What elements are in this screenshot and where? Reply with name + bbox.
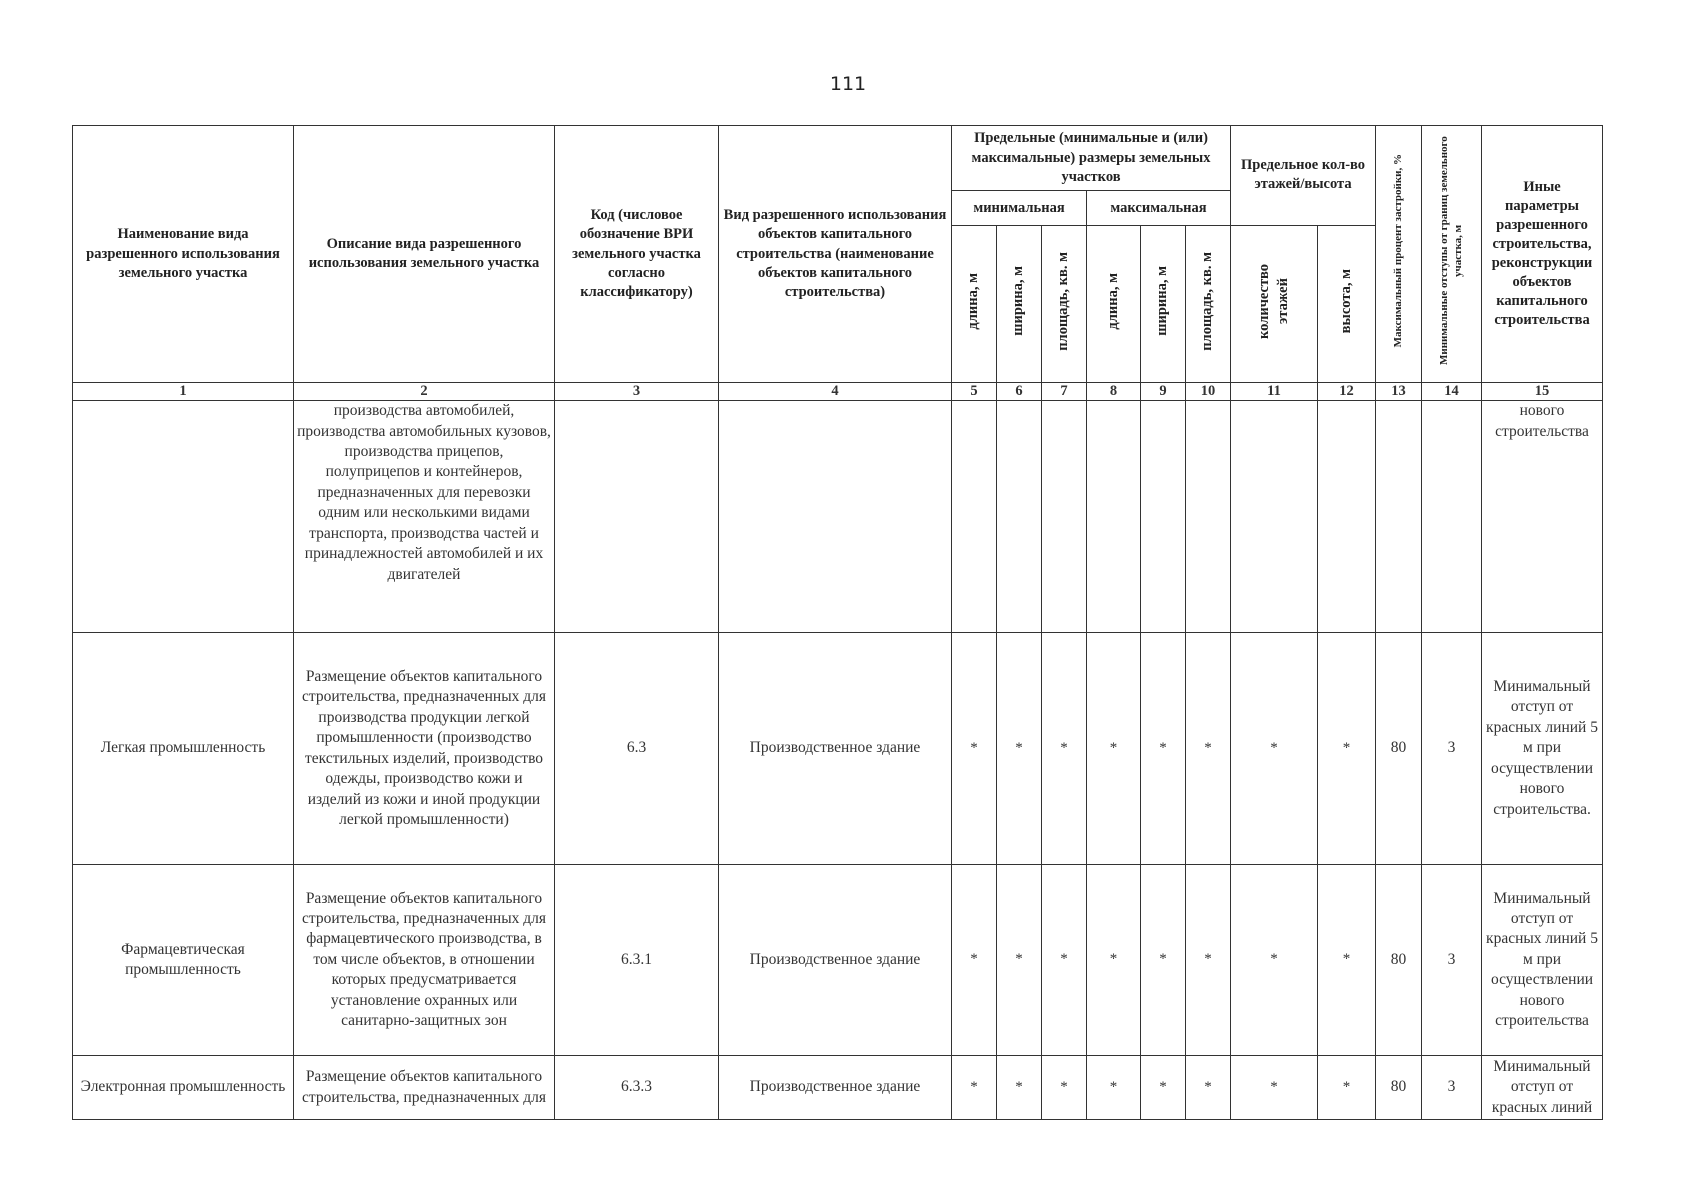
column-number: 8 [1087, 383, 1141, 401]
land-use-description: Размещение объектов капитального строительства, предназначенных для производства продукции легкой промышленности (производство текстильных изделий, производство одежды, производство кожи и изделий из кожи и иной продукции легкой промышленности) [294, 633, 555, 865]
max-area: * [1186, 1056, 1231, 1120]
height: * [1318, 1056, 1376, 1120]
min-length [952, 401, 997, 633]
column-number: 11 [1231, 383, 1318, 401]
column-number: 3 [555, 383, 719, 401]
land-use-name: Фармацевтическая промышленность [73, 865, 294, 1056]
max-building-percent: 80 [1376, 633, 1422, 865]
floors-count: * [1231, 1056, 1318, 1120]
min-width: * [997, 865, 1042, 1056]
table-row [73, 401, 1603, 633]
code [555, 401, 719, 633]
header-height: высота, м [1318, 225, 1376, 382]
max-width: * [1141, 865, 1186, 1056]
floors-count: * [1231, 633, 1318, 865]
max-building-percent: 80 [1376, 1056, 1422, 1120]
header-other-parameters: Иные параметры разрешенного строительства, реконструкции объектов капитального строительства [1482, 126, 1603, 383]
min-area: * [1042, 1056, 1087, 1120]
max-area [1186, 401, 1231, 633]
max-building-percent [1376, 401, 1422, 633]
column-number: 5 [952, 383, 997, 401]
max-building-percent: 80 [1376, 865, 1422, 1056]
land-use-description: Размещение объектов капитального строительства, предназначенных для фармацевтического производства, в том числе объектов, в отношении которых предусматривается установление охранных или санитарно-защитных зон [294, 865, 555, 1056]
land-use-name [73, 401, 294, 633]
table-row [73, 1056, 1603, 1120]
min-width: * [997, 1056, 1042, 1120]
max-area: * [1186, 633, 1231, 865]
header-land-use-name: Наименование вида разрешенного использования земельного участка [73, 126, 294, 383]
other-parameters: Минимальный отступ от красных линий [1482, 1056, 1603, 1120]
min-length: * [952, 1056, 997, 1120]
table-row [73, 633, 1603, 865]
header-floors-count: количество этажей [1231, 225, 1318, 382]
header-max-area: площадь, кв. м [1186, 225, 1231, 382]
header-plot-size-limits: Предельные (минимальные и (или) максимальные) размеры земельных участков [952, 126, 1231, 191]
min-area: * [1042, 633, 1087, 865]
land-use-description: производства автомобилей, производства автомобильных кузовов, производства прицепов, полуприцепов и контейнеров, предназначенных для перевозки одним или несколькими видами транспорта, производства частей и принадлежностей автомобилей и их двигателей [294, 401, 555, 633]
column-number: 2 [294, 383, 555, 401]
page-number: 111 [829, 73, 867, 95]
building-use: Производственное здание [719, 865, 952, 1056]
column-number: 13 [1376, 383, 1422, 401]
max-width: * [1141, 633, 1186, 865]
other-parameters: Минимальный отступ от красных линий 5 м при осуществлении нового строительства [1482, 865, 1603, 1056]
min-setback [1422, 401, 1482, 633]
min-area [1042, 401, 1087, 633]
max-length: * [1087, 1056, 1141, 1120]
land-use-name: Электронная промышленность [73, 1056, 294, 1120]
column-number: 7 [1042, 383, 1087, 401]
column-number: 15 [1482, 383, 1603, 401]
min-length: * [952, 633, 997, 865]
land-use-name: Легкая промышленность [73, 633, 294, 865]
max-length: * [1087, 865, 1141, 1056]
header-building-use: Вид разрешенного использования объектов капитального строительства (наименование объектов капитального строительства) [719, 126, 952, 383]
max-area: * [1186, 865, 1231, 1056]
header-min-length: длина, м [952, 225, 997, 382]
land-use-description: Размещение объектов капитального строительства, предназначенных для [294, 1056, 555, 1120]
max-width [1141, 401, 1186, 633]
header-maximum: максимальная [1087, 191, 1231, 226]
header-max-width: ширина, м [1141, 225, 1186, 382]
header-min-area: площадь, кв. м [1042, 225, 1087, 382]
max-length: * [1087, 633, 1141, 865]
column-number: 12 [1318, 383, 1376, 401]
height [1318, 401, 1376, 633]
min-width [997, 401, 1042, 633]
code: 6.3.1 [555, 865, 719, 1056]
floors-count: * [1231, 865, 1318, 1056]
header-max-building-percent: Максимальный процент застройки, % [1376, 126, 1422, 383]
column-number: 6 [997, 383, 1042, 401]
header-min-setbacks: Минимальные отступы от границ земельного участка, м [1422, 126, 1482, 383]
height: * [1318, 633, 1376, 865]
other-parameters: нового строительства [1482, 401, 1603, 633]
building-use: Производственное здание [719, 633, 952, 865]
header-max-length: длина, м [1087, 225, 1141, 382]
max-length [1087, 401, 1141, 633]
column-number: 9 [1141, 383, 1186, 401]
max-width: * [1141, 1056, 1186, 1120]
column-number: 4 [719, 383, 952, 401]
table-row [73, 865, 1603, 1056]
column-number-row [73, 383, 1603, 401]
min-setback: 3 [1422, 1056, 1482, 1120]
header-code: Код (числовое обозначение ВРИ земельного участка согласно классификатору) [555, 126, 719, 383]
land-use-table [72, 125, 1603, 1120]
code: 6.3.3 [555, 1056, 719, 1120]
code: 6.3 [555, 633, 719, 865]
min-area: * [1042, 865, 1087, 1056]
column-number: 10 [1186, 383, 1231, 401]
building-use: Производственное здание [719, 1056, 952, 1120]
building-use [719, 401, 952, 633]
header-min-width: ширина, м [997, 225, 1042, 382]
column-number: 1 [73, 383, 294, 401]
min-length: * [952, 865, 997, 1056]
height: * [1318, 865, 1376, 1056]
header-land-use-description: Описание вида разрешенного использования земельного участка [294, 126, 555, 383]
header-minimum: минимальная [952, 191, 1087, 226]
min-setback: 3 [1422, 865, 1482, 1056]
min-setback: 3 [1422, 633, 1482, 865]
floors-count [1231, 401, 1318, 633]
other-parameters: Минимальный отступ от красных линий 5 м при осуществлении нового строительства. [1482, 633, 1603, 865]
column-number: 14 [1422, 383, 1482, 401]
header-floors-height: Предельное кол-во этажей/высота [1231, 126, 1376, 226]
min-width: * [997, 633, 1042, 865]
